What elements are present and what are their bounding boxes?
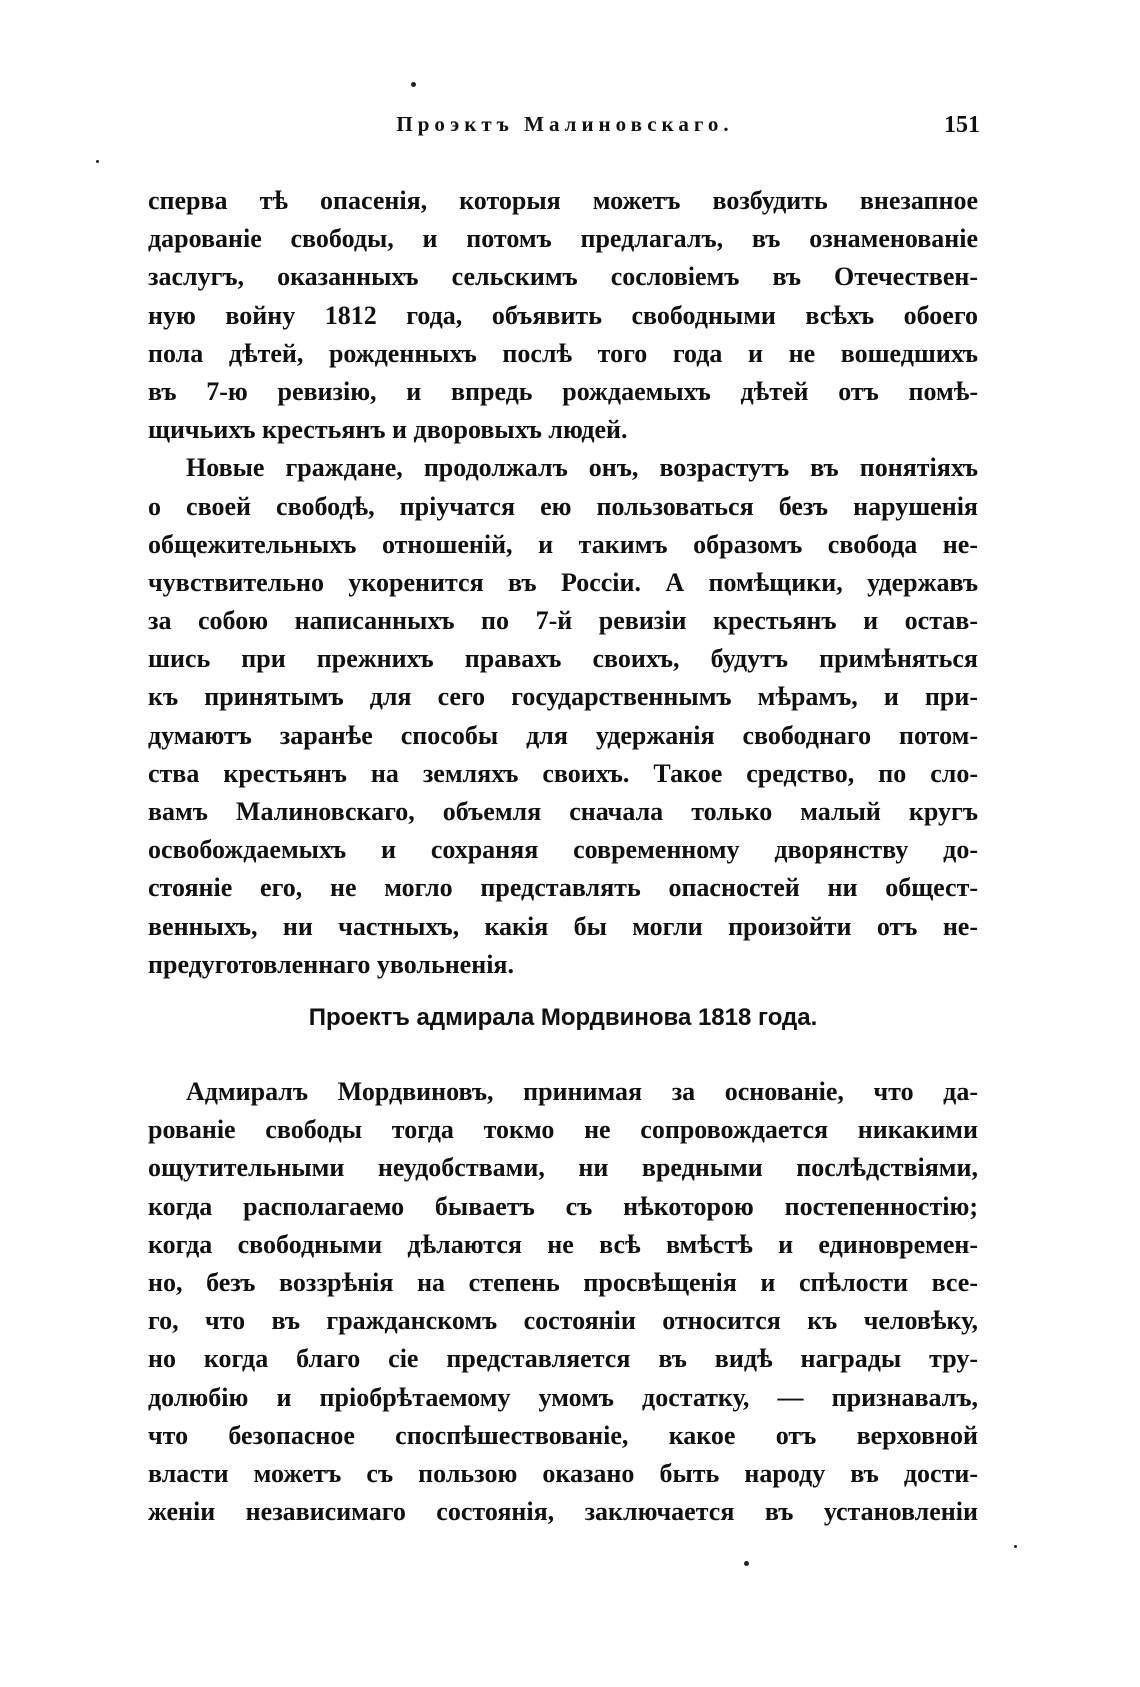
- text-line: сперва тѣ опасенія, которыя можетъ возбудить внезапное: [148, 186, 978, 215]
- ink-speck: [744, 1561, 749, 1566]
- text-line: чувствительно укоренится въ Россіи. А помѣщики, удержавъ: [148, 567, 978, 597]
- text-line: щичьихъ крестьянъ и дворовыхъ людей.: [148, 415, 628, 445]
- text-line: долюбію и пріобрѣтаемому умомъ достатку, — признавалъ,: [148, 1382, 978, 1412]
- text-line: пола дѣтей, рожденныхъ послѣ того года и не вошедшихъ: [148, 338, 978, 368]
- text-line: власти можетъ съ пользою оказано быть народу въ дости-: [148, 1458, 978, 1488]
- text-line: но когда благо сіе представляется въ видѣ награды тру-: [148, 1344, 978, 1374]
- text-line: общежительныхъ отношеній, и такимъ образомъ свобода не-: [148, 529, 978, 559]
- text-line: но, безъ воззрѣнія на степень просвѣщенія и спѣлости все-: [148, 1267, 978, 1297]
- text-line: ную войну 1812 года, объявить свободными всѣхъ обоего: [148, 300, 978, 330]
- text-line: го, что въ гражданскомъ состояніи относится къ человѣку,: [148, 1306, 978, 1336]
- text-line: вамъ Малиновскаго, объемля сначала только малый кругъ: [148, 797, 978, 826]
- ink-speck: [1014, 1545, 1017, 1548]
- text-line: предуготовленнаго увольненія.: [148, 949, 514, 979]
- text-line: стояніе его, не могло представлять опасностей ни общест-: [148, 873, 978, 903]
- ink-speck: [411, 82, 416, 87]
- text-line: за собою написанныхъ по 7-й ревизіи крестьянъ и остав-: [148, 606, 978, 636]
- running-title: Проэктъ Малиновскаго.: [396, 112, 734, 136]
- text-line: женіи независимаго состоянія, заключается въ установленіи: [148, 1497, 978, 1527]
- section-heading: Проектъ адмирала Мордвинова 1818 года.: [308, 1004, 818, 1031]
- text-line: о своей свободѣ, пріучатся ею пользоваться безъ нарушенія: [148, 491, 978, 521]
- text-line: ства крестьянъ на земляхъ своихъ. Такое средство, по сло-: [148, 758, 978, 788]
- text-line: заслугъ, оказанныхъ сельскимъ сословіемъ въ Отечествен-: [148, 262, 978, 292]
- ink-speck: [96, 160, 99, 163]
- text-line: въ 7-ю ревизію, и впредь рождаемыхъ дѣтей отъ помѣ-: [148, 376, 978, 406]
- page-number: 151: [944, 112, 980, 138]
- text-line: ощутительными неудобствами, ни вредными послѣдствіями,: [148, 1153, 978, 1183]
- body-text-block-2: [148, 1073, 978, 1531]
- text-line: когда свободными дѣлаются не всѣ вмѣстѣ и единовремен-: [148, 1229, 978, 1259]
- text-line: освобождаемыхъ и сохраняя современному дворянству до-: [148, 835, 978, 865]
- text-line: дарованіе свободы, и потомъ предлагалъ, въ ознаменованіе: [148, 224, 978, 254]
- text-line: къ принятымъ для сего государственнымъ мѣрамъ, и при-: [148, 682, 978, 712]
- running-header: [150, 112, 980, 152]
- text-line: шись при прежнихъ правахъ своихъ, будутъ примѣняться: [148, 644, 978, 674]
- body-text-block-1: [148, 182, 978, 984]
- text-line: Новые граждане, продолжалъ онъ, возрастутъ въ понятіяхъ: [186, 453, 978, 483]
- text-line: венныхъ, ни частныхъ, какія бы могли произойти отъ не-: [148, 911, 978, 941]
- text-line: что безопасное споспѣшествованіе, какое отъ верховной: [148, 1420, 978, 1450]
- text-line: рованіе свободы тогда токмо не сопровождается никакими: [148, 1115, 978, 1145]
- text-line: когда располагаемо бываетъ съ нѣкоторою постепенностію;: [148, 1191, 978, 1221]
- text-line: думаютъ заранѣе способы для удержанія свободнаго потом-: [148, 720, 978, 750]
- text-line: Адмиралъ Мордвиновъ, принимая за основаніе, что да-: [186, 1077, 978, 1106]
